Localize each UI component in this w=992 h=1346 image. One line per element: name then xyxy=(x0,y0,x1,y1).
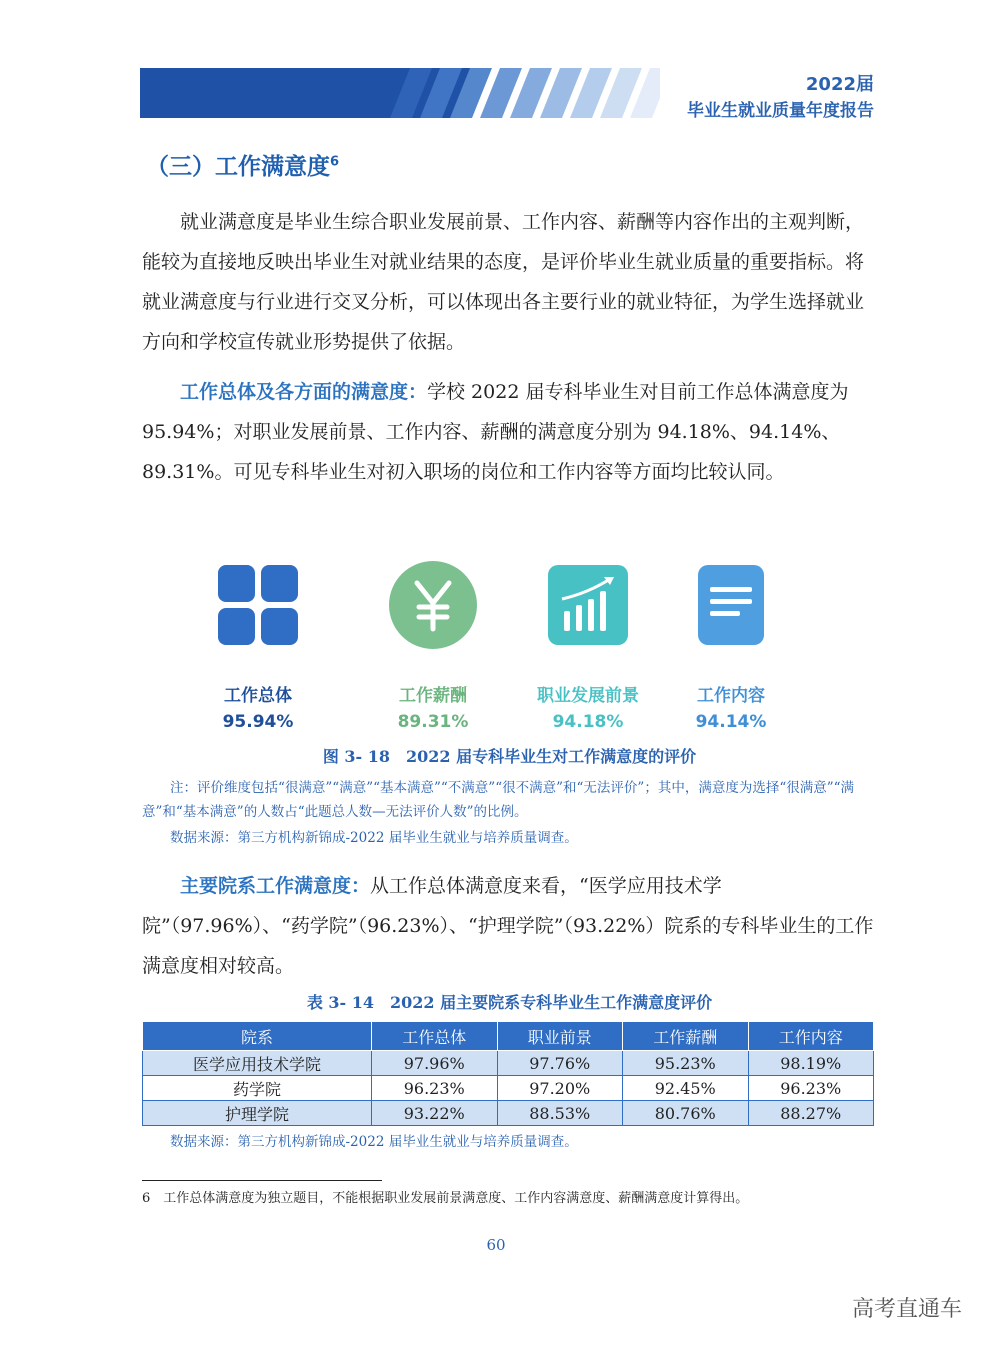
table-row xyxy=(143,1051,874,1076)
metric-salary xyxy=(353,565,513,732)
table-cell: 88.27% xyxy=(748,1101,874,1126)
table-header-cell: 工作薪酬 xyxy=(623,1022,749,1051)
footnote-mark: 6 xyxy=(330,154,340,170)
overall-text: 学校 2022 届专科毕业生对目前工作总体满意度为 95.94%；对职业发展前景、工作内容、薪酬的满意度分别为 94.18%、94.14%、89.31%。可见专科毕业生对初入职场的岗位和工作内容等方面均比较认同。 xyxy=(142,381,849,483)
overall-paragraph xyxy=(142,372,877,492)
intro-paragraph: 就业满意度是毕业生综合职业发展前景、工作内容、薪酬等内容作出的主观判断，能较为直接地反映出毕业生对就业结果的态度，是评价毕业生就业质量的重要指标。将就业满意度与行业进行交叉分析，可以体现出各主要行业的就业特征，为学生选择就业方向和学校宣传就业形势提供了依据。 xyxy=(142,211,865,353)
table-row xyxy=(143,1076,874,1101)
table-header-cell: 工作总体 xyxy=(372,1022,498,1051)
table-cell: 药学院 xyxy=(143,1076,372,1101)
metric-label: 工作薪酬 xyxy=(399,686,467,706)
header-year: 2022届 xyxy=(805,74,874,95)
header-title: 毕业生就业质量年度报告 xyxy=(687,101,874,121)
table-cell: 97.96% xyxy=(372,1051,498,1076)
metric-value: 94.14% xyxy=(695,712,767,732)
grid-icon xyxy=(218,565,298,645)
department-paragraph xyxy=(142,866,877,986)
table-cell: 医学应用技术学院 xyxy=(143,1051,372,1076)
metric-overall xyxy=(178,565,338,732)
watermark: 高考直通车 xyxy=(851,1297,962,1322)
table-caption: 表 3- 14 2022 届主要院系专科毕业生工作满意度评价 xyxy=(306,993,713,1012)
table-cell: 96.23% xyxy=(372,1076,498,1101)
metric-value: 89.31% xyxy=(397,712,469,732)
table-row xyxy=(143,1101,874,1126)
metric-label: 职业发展前景 xyxy=(537,686,639,706)
table-header-cell: 院系 xyxy=(143,1022,372,1051)
figure-data-source: 数据来源：第三方机构新锦成-2022 届毕业生就业与培养质量调查。 xyxy=(170,830,578,846)
table-header-cell: 工作内容 xyxy=(748,1022,874,1051)
table-cell: 97.20% xyxy=(497,1076,623,1101)
table-header-cell: 职业前景 xyxy=(497,1022,623,1051)
metric-label: 工作内容 xyxy=(697,686,765,706)
table-cell: 97.76% xyxy=(497,1051,623,1076)
metric-content xyxy=(651,565,811,732)
metric-career xyxy=(508,565,668,732)
table-cell: 95.23% xyxy=(623,1051,749,1076)
table-cell: 88.53% xyxy=(497,1101,623,1126)
footnote-divider xyxy=(142,1180,382,1181)
table-cell: 98.19% xyxy=(748,1051,874,1076)
figure-caption: 图 3- 18 2022 届专科毕业生对工作满意度的评价 xyxy=(322,747,697,766)
metric-value: 95.94% xyxy=(222,712,294,732)
metric-value: 94.18% xyxy=(552,712,624,732)
table-cell: 护理学院 xyxy=(143,1101,372,1126)
satisfaction-table xyxy=(142,1021,874,1126)
table-cell: 80.76% xyxy=(623,1101,749,1126)
yuan-icon xyxy=(389,561,477,649)
table-cell: 96.23% xyxy=(748,1076,874,1101)
page-number: 60 xyxy=(486,1236,506,1254)
department-text: 从工作总体满意度来看，“医学应用技术学院”（97.96%）、“药学院”（96.23%）、“护理学院”（93.22%）院系的专科毕业生的工作满意度相对较高。 xyxy=(142,875,874,977)
document-icon xyxy=(698,565,764,645)
department-lead: 主要院系工作满意度： xyxy=(180,875,371,897)
footnote: 6 工作总体满意度为独立题目，不能根据职业发展前景满意度、工作内容满意度、薪酬满意度计算得出。 xyxy=(142,1191,749,1206)
metric-label: 工作总体 xyxy=(224,686,292,706)
table-cell: 93.22% xyxy=(372,1101,498,1126)
table-data-source: 数据来源：第三方机构新锦成-2022 届毕业生就业与培养质量调查。 xyxy=(170,1134,578,1150)
bar-chart-icon xyxy=(548,565,628,645)
header-banner xyxy=(140,68,660,118)
table-cell: 92.45% xyxy=(623,1076,749,1101)
section-title-text: （三）工作满意度 xyxy=(146,154,330,180)
figure-note: 注：评价维度包括“很满意”“满意”“基本满意”“不满意”“很不满意”和“无法评价”；其中，满意度为选择“很满意”“满意”和“基本满意”的人数占“此题总人数—无法评价人数”的比例。 xyxy=(142,780,855,820)
overall-lead: 工作总体及各方面的满意度： xyxy=(180,381,428,403)
table-header-row xyxy=(143,1022,874,1051)
section-title xyxy=(146,148,339,181)
